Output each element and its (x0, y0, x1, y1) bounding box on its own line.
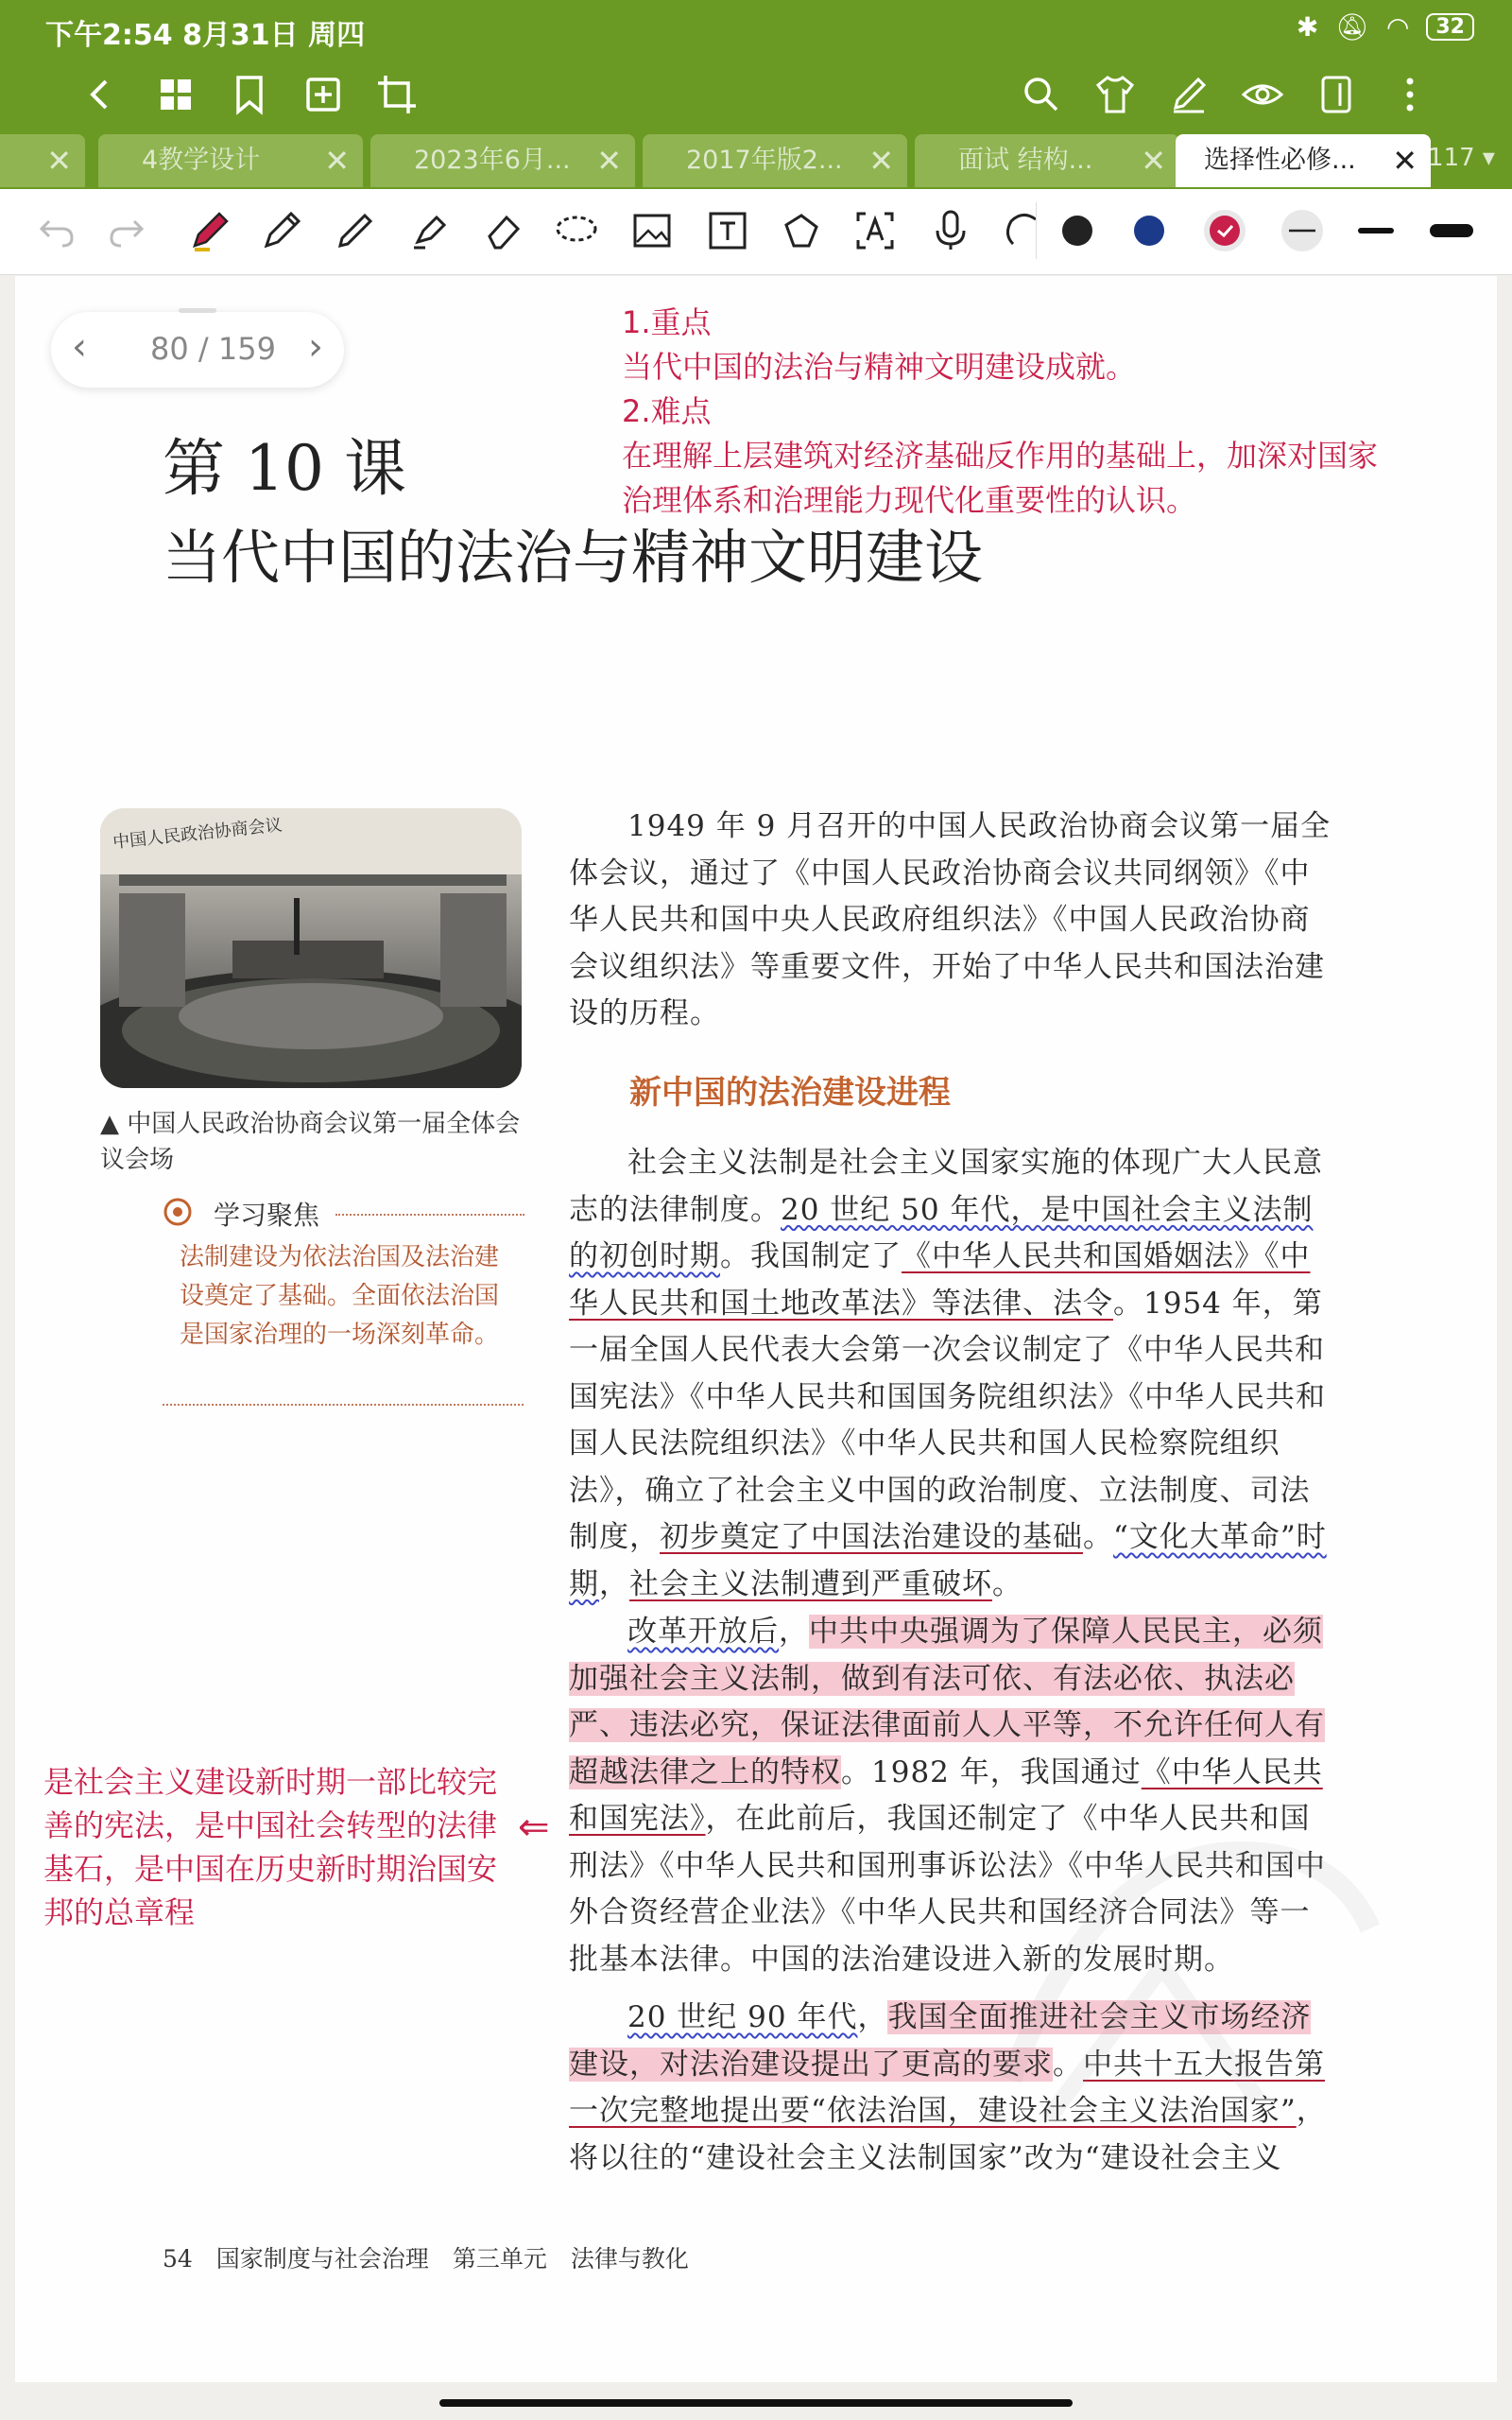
page-navigator (51, 312, 344, 388)
annotation-line: 1.重点 (622, 304, 712, 340)
eraser-icon[interactable] (478, 206, 527, 255)
ballpoint-pen-icon[interactable] (331, 206, 380, 255)
image-icon[interactable] (627, 206, 677, 255)
tab-label: 4教学设计 (142, 146, 261, 175)
mute-icon: 🔕︎ (1335, 11, 1369, 43)
text-run: 。 (1053, 2047, 1083, 2082)
highlighter-icon[interactable] (404, 206, 454, 255)
tab-bar (0, 132, 1512, 189)
section-heading: 新中国的法治建设进程 (629, 1074, 951, 1112)
highlighted-text: 我国全面推进社会主义市场经济建设，对法治建设提出了更高的要求 (569, 2000, 1312, 2082)
text-run: “文化大革命”时期 (569, 1520, 1327, 1601)
tab-2[interactable] (370, 134, 635, 187)
historical-photo (100, 808, 522, 1088)
toolbar-divider (1036, 202, 1037, 259)
ocr-icon[interactable] (850, 206, 900, 255)
add-page-icon[interactable] (299, 70, 348, 119)
annotation-line: 当代中国的法治与精神文明建设成就。 (622, 349, 1137, 385)
intro-paragraph: 1949 年 9 月召开的中国人民政治协商会议第一届全体会议，通过了《中国人民政治协商会议共同纲领》《中华人民共和国中央人民政府组织法》《中国人民政治协商会议组织法》等重要文件，开始了中华人民共和国法治建设的历程。 (569, 809, 1332, 1030)
text-run: 初步奠定了中国法治建设的基础 (660, 1520, 1083, 1554)
redo-icon[interactable] (102, 206, 151, 255)
text-run: ，在此前后，我国还制定了《中华人民共和国刑法》《中华人民共和国刑事诉讼法》《中华人民共和国中外合资经营企业法》《中华人民共和国经济合同法》等一批基本法律。中国的法治建设进入新的发展时期。 (569, 1802, 1326, 1977)
highlighted-text: 中共中央强调为了保障人民民主，必须加强社会主义法制，做到有法可依、有法必依、执法必严、违法必究，保证法律面前人人平等，不允许任何人有超越法律之上的特权 (569, 1615, 1325, 1789)
tab-label: 面试 结构... (958, 146, 1093, 175)
color-blue-swatch[interactable] (1125, 206, 1174, 255)
undo-icon[interactable] (32, 206, 81, 255)
close-icon[interactable]: ✕ (1141, 143, 1166, 179)
text-run: 《中华人民共和国婚姻法》《中华人民共和国土地改革法》等法律、法令 (569, 1239, 1311, 1321)
bookmark-icon[interactable] (225, 70, 274, 119)
drawing-toolbar (0, 189, 1512, 275)
pen-edit-icon[interactable] (1164, 70, 1213, 119)
text-run: ， (857, 2000, 888, 2034)
layout-icon[interactable] (1312, 70, 1361, 119)
close-icon[interactable]: ✕ (868, 143, 894, 179)
text-run: ， (779, 1615, 809, 1649)
close-icon[interactable]: ✕ (46, 143, 72, 179)
tab-active[interactable] (1176, 134, 1431, 187)
lesson-title: 当代中国的法治与精神文明建设 (163, 523, 984, 592)
text-run: 社会主义法制是社会主义国家实施的体现广大人民意志的法律制度。 (569, 1146, 1323, 1227)
text-run: 。 (992, 1566, 1022, 1601)
conference-hall-image (100, 808, 522, 1088)
close-icon[interactable]: ✕ (1392, 143, 1418, 179)
grid-icon[interactable] (151, 70, 200, 119)
close-icon[interactable]: ✕ (596, 143, 622, 179)
color-red-swatch[interactable] (1200, 206, 1249, 255)
text-run: 改革开放后 (627, 1615, 779, 1649)
lasso-icon[interactable] (552, 206, 601, 255)
fountain-pen-icon[interactable] (185, 206, 234, 255)
text-run: 。1982 年，我国通过 (841, 1754, 1142, 1789)
home-indicator[interactable] (439, 2399, 1073, 2407)
battery-icon: 32 (1426, 13, 1474, 41)
tab-1[interactable] (98, 134, 363, 187)
page-footer: 54 国家制度与社会治理 第三单元 法律与教化 (163, 2245, 689, 2273)
status-time: 下午2:54 8月31日 周四 (45, 19, 366, 52)
arrow-left-icon: ⇐ (518, 1806, 550, 1849)
lesson-number: 第 10 课 (163, 432, 406, 505)
tab-label: 2017年版2... (686, 146, 843, 175)
search-icon[interactable] (1017, 70, 1066, 119)
focus-divider-bottom (163, 1404, 524, 1406)
bluetooth-icon: ✱ (1296, 11, 1319, 43)
page-number[interactable]: 80 / 159 (150, 331, 276, 367)
text-run: ，将以往的“建设社会主义法制国家”改为“建设社会主义 (569, 2094, 1327, 2175)
focus-text: 法制建设为依法治国及法治建设奠定了基础。全面依法治国是国家治理的一场深刻革命。 (180, 1243, 500, 1349)
paragraph-1 (569, 1140, 1336, 1608)
eye-icon[interactable] (1238, 70, 1287, 119)
wifi-icon: ◠ (1385, 11, 1410, 43)
text-run: 社会主义法制遭到严重破坏 (629, 1566, 992, 1601)
annotation-constitution-note: 是社会主义建设新时期一部比较完善的宪法，是中国社会转型的法律基石，是中国在历史新时期治国安邦的总章程 (43, 1764, 498, 1930)
annotation-line: 2.难点 (622, 393, 712, 429)
text-run: 中共十五大报告第一次完整地提出要“依法治国，建设社会主义法治国家” (569, 2047, 1325, 2128)
annotation-line: 治理体系和治理能力现代化重要性的认识。 (622, 482, 1197, 518)
app-toolbar (0, 57, 1512, 132)
text-run: 。我国制定了 (720, 1239, 902, 1273)
text-box-icon[interactable] (703, 206, 752, 255)
next-page-icon[interactable]: › (308, 325, 323, 369)
photo-banner-text: 中国人民政治协商会议 (112, 815, 284, 853)
back-icon[interactable] (76, 70, 125, 119)
watermark-logo (973, 1796, 1399, 2155)
focus-target-icon (163, 1197, 193, 1227)
pager-handle[interactable] (179, 308, 216, 313)
tab-3[interactable] (643, 134, 907, 187)
tab-label: 2023年6月... (414, 146, 571, 175)
status-bar (0, 0, 1512, 57)
photo-caption: ▲ 中国人民政治协商会议第一届全体会议会场 (100, 1110, 521, 1174)
stroke-medium-option[interactable] (1351, 206, 1400, 255)
text-run: 20 世纪 50 年代，是中国社会主义法制的初创时期 (569, 1192, 1314, 1273)
rope-tool-icon[interactable] (998, 206, 1047, 255)
close-icon[interactable]: ✕ (324, 143, 350, 179)
text-run: 20 世纪 90 年代 (627, 2000, 858, 2034)
tab-0[interactable] (0, 134, 85, 187)
stroke-thick-option[interactable] (1427, 206, 1476, 255)
focus-label: 学习聚焦 (214, 1200, 320, 1231)
prev-page-icon[interactable]: ‹ (72, 325, 87, 369)
tab-4[interactable] (915, 134, 1179, 187)
text-run: 。 (1083, 1520, 1113, 1554)
text-run: 《中华人民共和国宪法》 (569, 1754, 1323, 1836)
theme-shirt-icon[interactable] (1091, 70, 1140, 119)
crop-icon[interactable] (372, 70, 421, 119)
annotation-key-points (622, 301, 1491, 523)
tab-label: 选择性必修... (1204, 146, 1356, 175)
stroke-thin-option[interactable] (1278, 206, 1327, 255)
more-icon[interactable] (1385, 70, 1435, 119)
microphone-icon[interactable] (926, 206, 975, 255)
status-icons (1297, 11, 1474, 43)
tab-count[interactable]: 117 ▾ (1428, 144, 1495, 172)
text-run: 。1954 年，第一届全国人民代表大会第一次会议制定了《中华人民共和国宪法》《中华人民共和国国务院组织法》《中华人民共和国人民法院组织法》《中华人民共和国人民检察院组织法》，确立了社会主义中国的政治制度、立法制度、司法制度， (569, 1286, 1326, 1554)
tab-count-value: 117 (1428, 144, 1475, 172)
color-black-swatch[interactable] (1053, 206, 1102, 255)
shape-icon[interactable] (777, 206, 826, 255)
focus-divider (335, 1214, 524, 1216)
text-run: ， (599, 1566, 629, 1601)
pencil-icon[interactable] (257, 206, 306, 255)
annotation-line: 在理解上层建筑对经济基础反作用的基础上，加深对国家 (622, 438, 1379, 474)
